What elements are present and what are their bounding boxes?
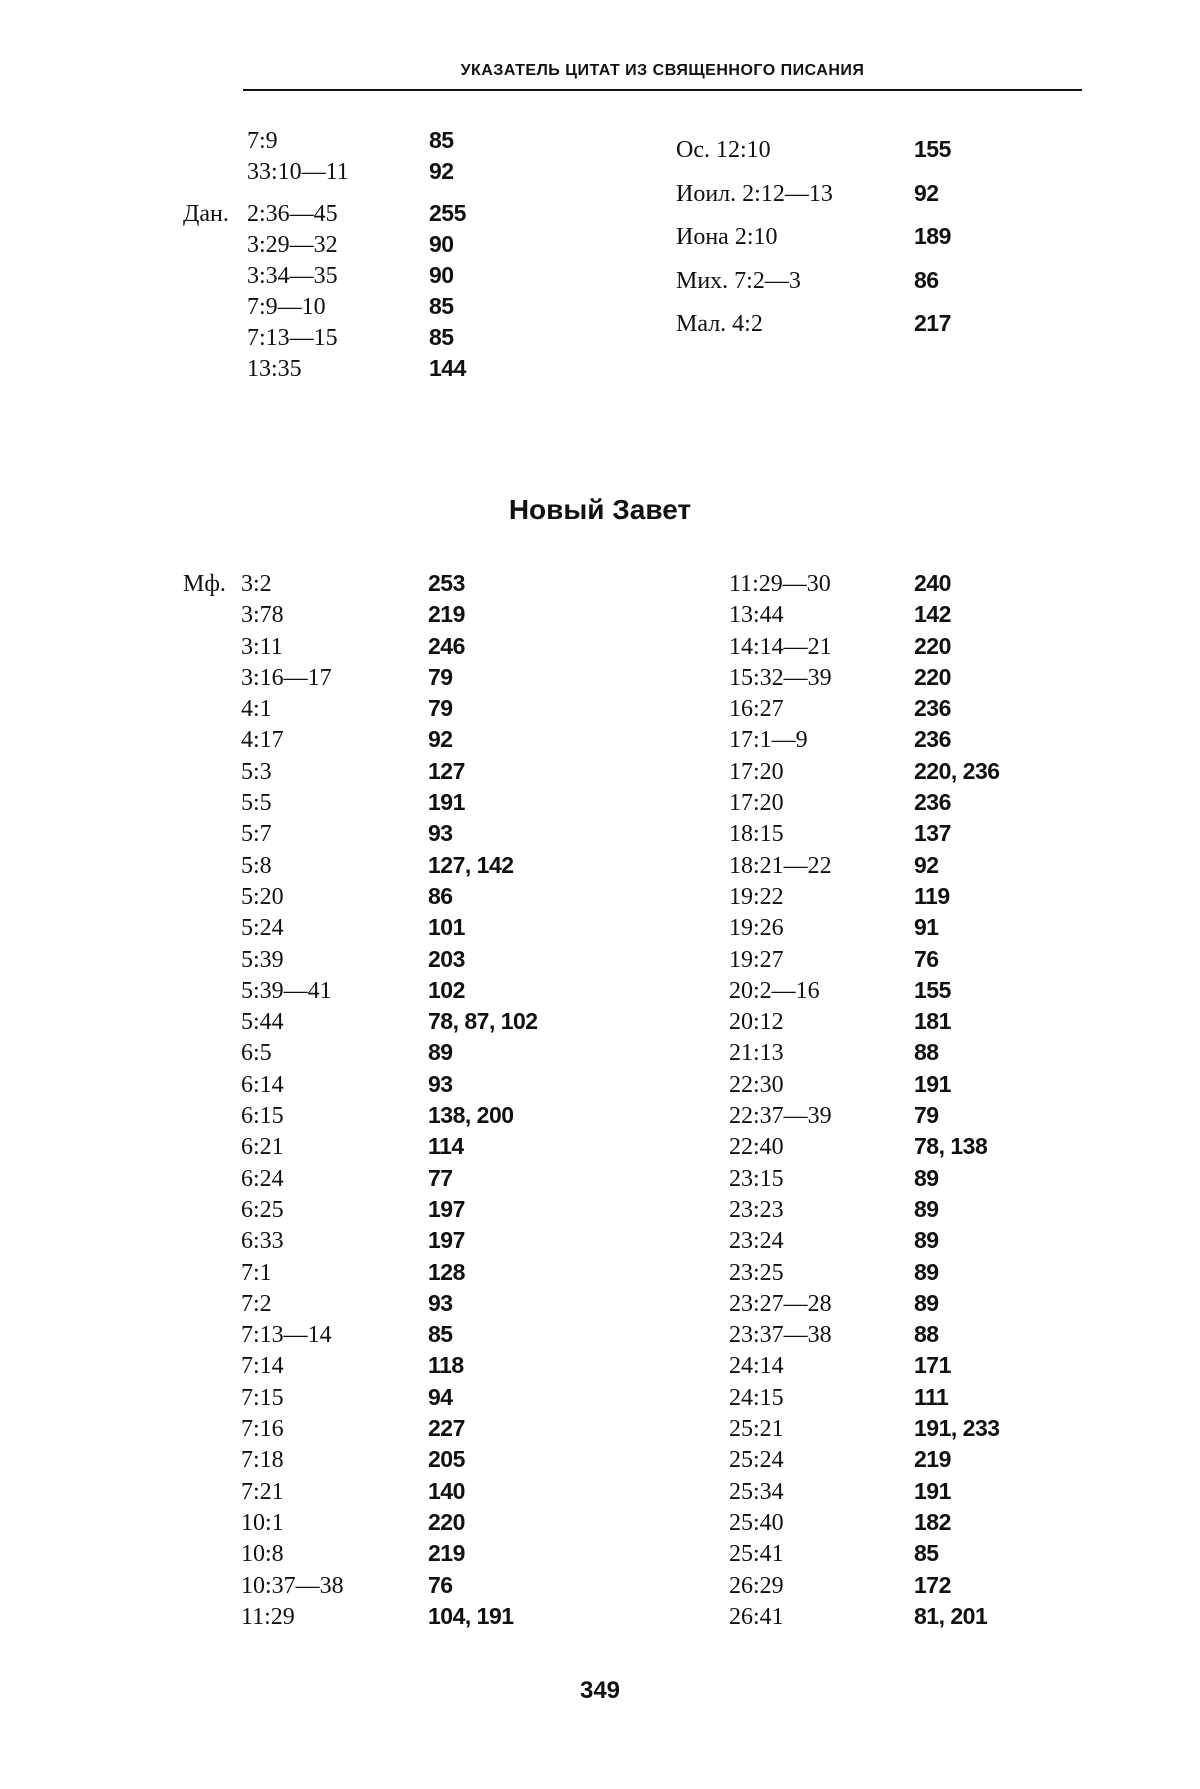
verse-reference: 6:24 [241,1165,284,1192]
page-reference: 219 [428,1540,465,1567]
page-reference: 220, 236 [914,757,1000,784]
page-reference: 78, 138 [914,1133,988,1160]
verse-reference: 14:14—21 [729,633,832,660]
index-entry [183,1384,538,1415]
verse-reference: 18:15 [729,821,784,848]
verse-reference: Иоил. 2:12—13 [676,180,833,207]
page-reference: 140 [428,1477,465,1504]
verse-reference: Ос. 12:10 [676,137,771,163]
page-reference: 89 [914,1227,939,1254]
verse-reference: 5:5 [241,790,272,817]
verse-reference: 3:16—17 [241,664,332,691]
verse-reference: 5:8 [241,852,272,879]
index-entry [729,726,1000,757]
index-entry [729,1039,1000,1070]
header-rule [243,89,1082,91]
page-reference: 92 [428,726,453,753]
page-reference: 85 [429,324,454,350]
page-reference: 76 [428,1571,453,1598]
index-entry [183,695,538,726]
verse-reference: 13:44 [729,602,784,629]
page-reference: 191 [428,789,465,816]
page-reference: 89 [914,1195,939,1222]
index-entry [729,1603,1000,1634]
verse-reference: 5:24 [241,915,284,942]
page-reference: 85 [914,1540,939,1567]
new-testament-left-column [183,570,538,1634]
old-testament-left-column [183,127,466,386]
page-reference: 81, 201 [914,1602,988,1629]
page-reference: 220 [914,632,951,659]
index-entry [729,1071,1000,1102]
verse-reference: 5:44 [241,1009,284,1036]
verse-reference: 7:9—10 [247,294,326,320]
index-entry [729,1352,1000,1383]
index-entry [183,1259,538,1290]
verse-reference: 5:7 [241,821,272,848]
index-entry [729,695,1000,726]
index-entry [729,914,1000,945]
index-entry [729,1133,1000,1164]
index-entry [729,1446,1000,1477]
verse-reference: 33:10—11 [247,159,349,185]
index-entry [183,158,466,189]
verse-reference: 13:35 [247,356,302,382]
index-entry [729,883,1000,914]
verse-reference: 22:30 [729,1071,784,1098]
verse-reference: 6:33 [241,1228,284,1255]
index-entry [729,601,1000,632]
page-reference: 181 [914,1008,951,1035]
verse-reference: 3:29—32 [247,232,338,258]
page-reference: 255 [429,200,466,226]
page-reference: 144 [429,355,466,381]
index-entry [183,914,538,945]
verse-reference: 17:20 [729,790,784,817]
page-reference: 155 [914,136,951,162]
verse-reference: 6:15 [241,1103,284,1130]
index-entry [729,977,1000,1008]
verse-reference: 3:2 [241,571,272,597]
page-reference: 220 [428,1508,465,1535]
verse-reference: 10:8 [241,1541,284,1568]
verse-reference: 19:22 [729,883,784,910]
index-entry [183,1102,538,1133]
running-header: УКАЗАТЕЛЬ ЦИТАТ ИЗ СВЯЩЕННОГО ПИСАНИЯ [460,62,865,79]
page-reference: 102 [428,976,465,1003]
verse-reference: 25:41 [729,1541,784,1568]
page-reference: 92 [914,851,939,878]
verse-reference: 3:34—35 [247,263,338,289]
page-reference: 90 [429,231,454,257]
index-entry [729,1384,1000,1415]
verse-reference: 17:20 [729,758,784,785]
index-entry [183,262,466,293]
verse-reference: 10:1 [241,1509,284,1536]
verse-reference: 15:32—39 [729,664,832,691]
page-reference: 189 [914,223,951,249]
verse-reference: 7:14 [241,1353,284,1380]
page-reference: 104, 191 [428,1602,514,1629]
index-entry [729,1321,1000,1352]
page-reference: 240 [914,570,951,596]
index-entry [183,1196,538,1227]
verse-reference: 23:25 [729,1259,784,1286]
verse-reference: 7:18 [241,1447,284,1474]
page-reference: 246 [428,632,465,659]
verse-reference: 23:24 [729,1228,784,1255]
page-reference: 142 [914,601,951,628]
index-entry [183,1039,538,1070]
index-entry [183,324,466,355]
index-entry [183,570,538,601]
page-reference: 89 [914,1289,939,1316]
verse-reference: 18:21—22 [729,852,832,879]
page-reference: 172 [914,1571,951,1598]
page-reference: 79 [914,1102,939,1129]
verse-reference: 20:2—16 [729,977,820,1004]
verse-reference: 25:40 [729,1509,784,1536]
page-reference: 89 [914,1258,939,1285]
verse-reference: 26:41 [729,1603,784,1630]
verse-reference: 7:13—14 [241,1322,332,1349]
page-reference: 89 [914,1164,939,1191]
verse-reference: 6:5 [241,1040,272,1067]
verse-reference: 7:15 [241,1384,284,1411]
index-entry [729,1540,1000,1571]
index-entry [183,1071,538,1102]
index-entry [183,1478,538,1509]
index-entry [183,789,538,820]
page-reference: 86 [914,266,939,293]
index-entry [729,1509,1000,1540]
verse-reference: 5:20 [241,883,284,910]
index-entry [183,633,538,664]
page-reference: 127 [428,757,465,784]
index-entry [183,1446,538,1477]
verse-reference: 24:15 [729,1384,784,1411]
page-reference: 203 [428,945,465,972]
verse-reference: Мих. 7:2—3 [676,267,801,294]
index-entry [183,883,538,914]
verse-reference: 20:12 [729,1009,784,1036]
page-reference: 79 [428,663,453,690]
index-entry [183,1603,538,1634]
page-reference: 236 [914,789,951,816]
index-entry [183,1321,538,1352]
page-reference: 79 [428,695,453,722]
index-entry [729,1227,1000,1258]
verse-reference: 19:27 [729,946,784,973]
verse-reference: 10:37—38 [241,1572,344,1599]
verse-reference: 22:37—39 [729,1103,832,1130]
page-reference: 138, 200 [428,1102,514,1129]
verse-reference: 25:34 [729,1478,784,1505]
index-entry [183,726,538,757]
verse-reference: 23:37—38 [729,1322,832,1349]
page-reference: 253 [428,570,465,596]
index-entry [183,820,538,851]
page-reference: 137 [914,820,951,847]
page-reference: 114 [428,1133,464,1160]
index-entry [729,1196,1000,1227]
verse-reference: 6:14 [241,1071,284,1098]
index-entry [183,1227,538,1258]
verse-reference: 23:23 [729,1196,784,1223]
new-testament-right-column [729,570,1000,1634]
index-entry [729,633,1000,664]
page-reference: 197 [428,1227,465,1254]
page-reference: 191 [914,1477,951,1504]
page-reference: 119 [914,882,950,909]
page-reference: 236 [914,695,951,722]
verse-reference: 25:24 [729,1447,784,1474]
index-entry [729,1102,1000,1133]
verse-reference: 23:27—28 [729,1290,832,1317]
page-reference: 118 [428,1352,464,1379]
verse-reference: 26:29 [729,1572,784,1599]
index-entry [183,293,466,324]
verse-reference: 24:14 [729,1353,784,1380]
index-entry [183,1352,538,1383]
verse-reference: 17:1—9 [729,727,808,754]
section-title: Новый Завет [508,494,692,525]
page-reference: 92 [914,179,939,206]
index-entry [729,1259,1000,1290]
verse-reference: 23:15 [729,1165,784,1192]
page-reference: 171 [914,1352,951,1379]
index-entry [183,758,538,789]
page-reference: 89 [428,1039,453,1066]
page-reference: 111 [914,1383,949,1410]
index-entry [729,758,1000,789]
index-entry [676,223,951,267]
verse-reference: 7:21 [241,1478,284,1505]
index-entry [183,977,538,1008]
page-reference: 91 [914,914,939,941]
verse-reference: 4:17 [241,727,284,754]
page-reference: 94 [428,1383,453,1410]
page-reference: 85 [429,127,454,153]
page-reference: 219 [428,601,465,628]
page-number: 349 [579,1677,621,1704]
index-entry [729,946,1000,977]
index-entry [183,1290,538,1321]
verse-reference: 7:9 [247,128,278,154]
index-entry [183,231,466,262]
page-reference: 128 [428,1258,465,1285]
index-entry [729,789,1000,820]
index-entry [676,310,951,354]
page-reference: 227 [428,1415,465,1442]
verse-reference: 3:78 [241,602,284,629]
page-reference: 78, 87, 102 [428,1008,538,1035]
index-entry [183,1008,538,1039]
page-reference: 101 [428,914,465,941]
page-reference: 217 [914,310,951,336]
verse-reference: 7:13—15 [247,325,338,351]
index-entry [729,820,1000,851]
old-testament-right-column [676,136,951,354]
page-reference: 155 [914,976,951,1003]
index-entry [676,180,951,224]
page-reference: 77 [428,1164,453,1191]
page-reference: 197 [428,1195,465,1222]
index-entry [183,1509,538,1540]
index-entry [676,136,951,180]
index-entry [729,1478,1000,1509]
verse-reference: 19:26 [729,915,784,942]
verse-reference: 21:13 [729,1040,784,1067]
page-reference: 93 [428,820,453,847]
verse-reference: 5:39—41 [241,977,332,1004]
verse-reference: 7:2 [241,1290,272,1317]
index-entry [183,946,538,977]
index-entry [729,1415,1000,1446]
verse-reference: 25:21 [729,1416,784,1443]
index-entry [729,664,1000,695]
index-entry [183,1572,538,1603]
index-entry [729,1572,1000,1603]
page-reference: 93 [428,1289,453,1316]
page-reference: 88 [914,1039,939,1066]
verse-reference: 3:11 [241,633,283,660]
index-entry [183,852,538,883]
page-reference: 88 [914,1321,939,1348]
page-reference: 85 [429,293,454,319]
index-entry [183,1415,538,1446]
index-entry [729,570,1000,601]
verse-reference: 16:27 [729,696,784,723]
verse-reference: 22:40 [729,1134,784,1161]
verse-reference: Мал. 4:2 [676,311,763,337]
index-entry [183,1540,538,1571]
index-entry [183,127,466,158]
index-entry [183,200,466,231]
page-reference: 182 [914,1508,951,1535]
verse-reference: Иона 2:10 [676,224,778,250]
book-abbreviation: Мф. [183,571,226,597]
verse-reference: 7:1 [241,1259,272,1286]
verse-reference: 2:36—45 [247,201,338,227]
page-reference: 236 [914,726,951,753]
page-reference: 191 [914,1070,951,1097]
index-entry [729,1290,1000,1321]
verse-reference: 5:3 [241,758,272,785]
verse-reference: 6:21 [241,1134,284,1161]
index-entry [183,355,466,386]
index-entry [183,1165,538,1196]
index-entry [183,601,538,632]
page-reference: 191, 233 [914,1415,1000,1442]
page-reference: 220 [914,663,951,690]
page-reference: 90 [429,262,454,288]
page-reference: 86 [428,882,453,909]
verse-reference: 11:29—30 [729,571,831,597]
page-reference: 127, 142 [428,851,514,878]
index-entry [729,1008,1000,1039]
page-reference: 76 [914,945,939,972]
page-reference: 205 [428,1446,465,1473]
index-entry [729,852,1000,883]
index-entry [183,664,538,695]
book-abbreviation: Дан. [183,201,229,227]
verse-reference: 5:39 [241,946,284,973]
verse-reference: 7:16 [241,1416,284,1443]
verse-reference: 6:25 [241,1196,284,1223]
page-reference: 93 [428,1070,453,1097]
index-entry [183,1133,538,1164]
index-entry [676,267,951,311]
page-reference: 92 [429,158,454,184]
index-entry [729,1165,1000,1196]
page-reference: 219 [914,1446,951,1473]
verse-reference: 4:1 [241,696,272,723]
verse-reference: 11:29 [241,1603,295,1630]
page-reference: 85 [428,1321,453,1348]
